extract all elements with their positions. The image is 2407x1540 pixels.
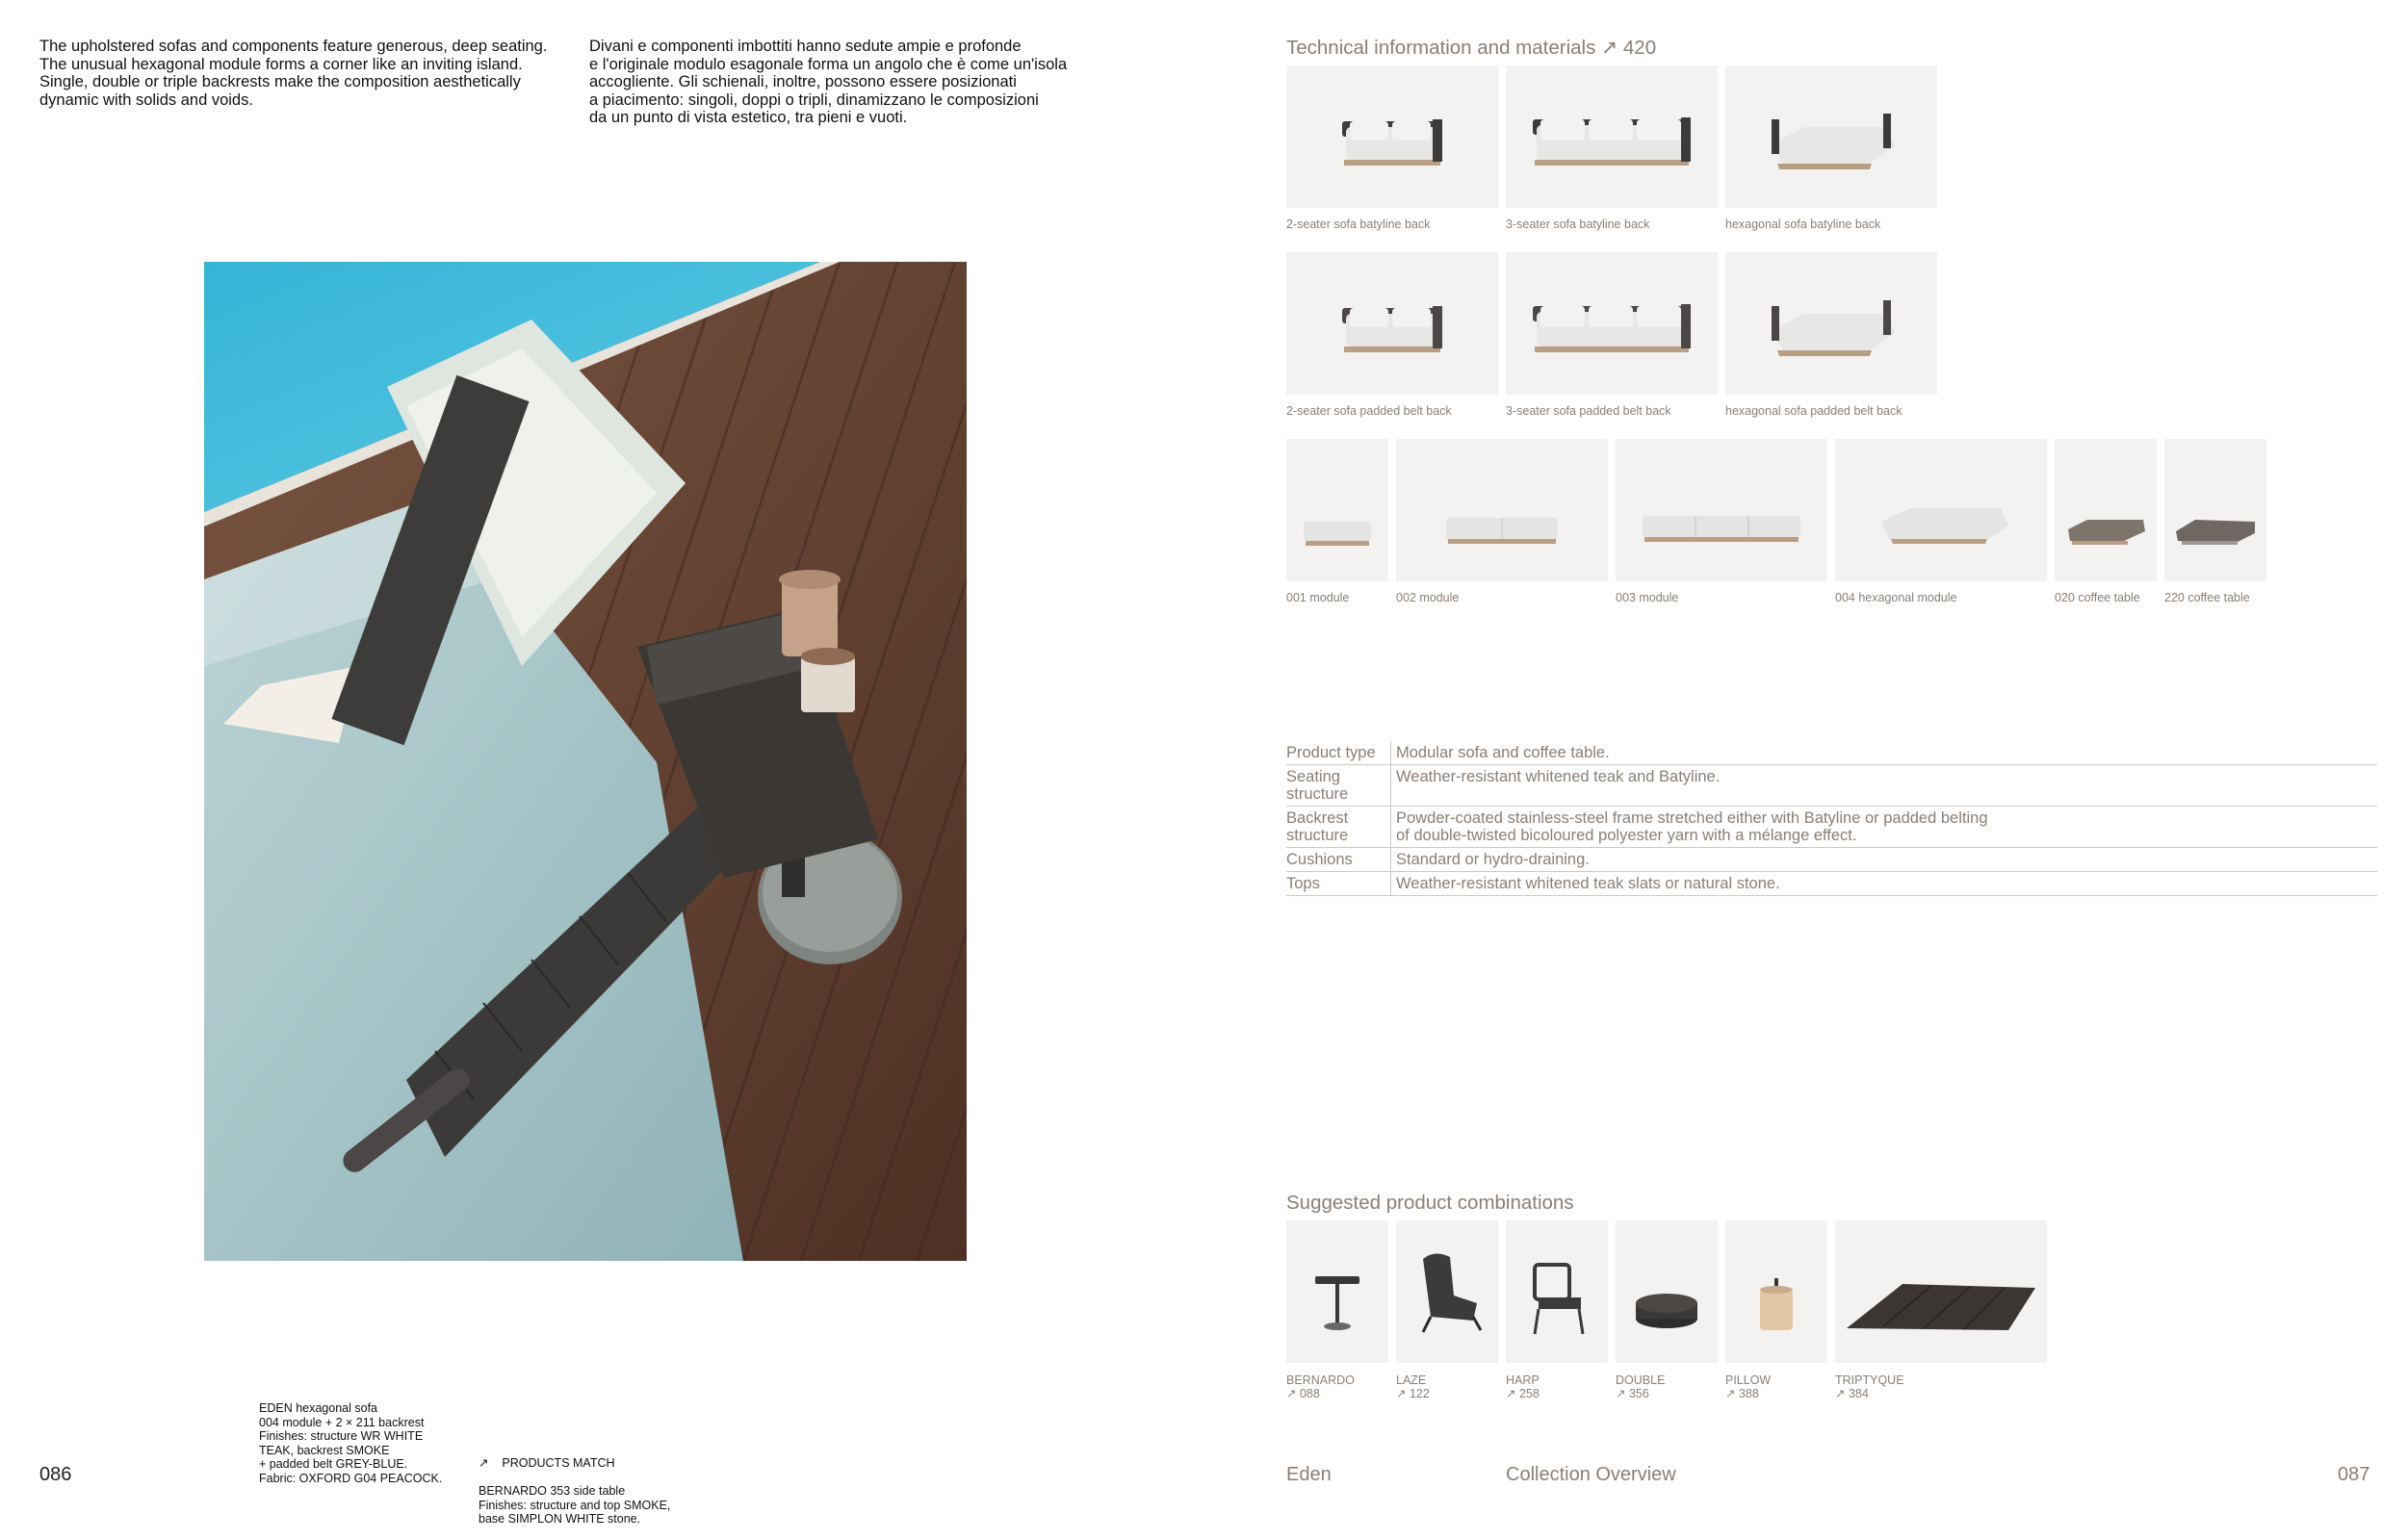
combo-name: PILLOW	[1725, 1373, 1772, 1387]
thumb-label: 020 coffee table	[2055, 591, 2140, 604]
combo-name: HARP	[1506, 1373, 1540, 1387]
combo-harp-image	[1506, 1220, 1608, 1363]
thumb-3-seater-batyline	[1506, 65, 1718, 208]
thumb-hexagonal-padded	[1725, 252, 1937, 395]
thumb-label: 002 module	[1396, 591, 1460, 604]
thumb-220-coffee-table	[2164, 439, 2266, 581]
footer-section: Collection Overview	[1506, 1464, 1676, 1485]
combo-bernardo-image	[1286, 1220, 1388, 1363]
products-match-title: PRODUCTS MATCH	[502, 1456, 615, 1470]
main-photo	[204, 262, 967, 1261]
combo-ref: ↗ 258	[1506, 1387, 1540, 1400]
spec-key: Cushions	[1286, 848, 1391, 872]
table-row	[1286, 765, 2377, 807]
thumb-3-seater-padded	[1506, 252, 1718, 395]
combo-ref: ↗ 388	[1725, 1387, 1759, 1400]
spec-value: Modular sofa and coffee table.	[1391, 741, 2378, 765]
spec-value: Weather-resistant whitened teak slats or natural stone.	[1391, 872, 2378, 896]
combo-ref: ↗ 356	[1616, 1387, 1649, 1400]
thumb-2-seater-batyline	[1286, 65, 1498, 208]
products-match-block	[479, 1428, 729, 1540]
thumb-label: 003 module	[1616, 591, 1679, 604]
spec-key: Tops	[1286, 872, 1391, 896]
photo-caption: EDEN hexagonal sofa 004 module + 2 × 211 backrest Finishes: structure WR WHITE TEAK, backrest SMOKE + padded belt GREY-BLUE. Fabric: OXFORD G04 PEACOCK.	[259, 1401, 443, 1485]
combo-ref: ↗ 122	[1396, 1387, 1430, 1400]
combo-ref: ↗ 384	[1835, 1387, 1869, 1400]
table-row	[1286, 872, 2377, 896]
products-match-body: BERNARDO 353 side table Finishes: structure and top SMOKE, base SIMPLON WHITE stone.	[479, 1484, 671, 1526]
intro-text-italian: Divani e componenti imbottiti hanno sedute ampie e profonde e l'originale modulo esagonale forma un angolo che è come un'isola accogliente. Gli schienali, inoltre, possono essere posizionati a piacimento: singoli, doppi o tripli, dinamizzano le composizioni da un punto di vista estetico, tra pieni e vuoti.	[589, 38, 1068, 126]
combo-ref: ↗ 088	[1286, 1387, 1320, 1400]
table-row	[1286, 848, 2377, 872]
thumb-002-module	[1396, 439, 1608, 581]
combo-pillow-image	[1725, 1220, 1827, 1363]
combo-name: DOUBLE	[1616, 1373, 1666, 1387]
combo-name: BERNARDO	[1286, 1373, 1355, 1387]
thumb-2-seater-padded	[1286, 252, 1498, 395]
products-match-heading	[479, 1443, 729, 1471]
thumb-label: hexagonal sofa batyline back	[1725, 218, 1881, 231]
combo-label-harp	[1506, 1373, 1540, 1400]
combo-label-pillow	[1725, 1373, 1771, 1400]
page-number-right: 087	[2338, 1464, 2370, 1485]
thumb-004-hexagonal-module	[1835, 439, 2047, 581]
combo-label-double	[1616, 1373, 1665, 1400]
thumb-001-module	[1286, 439, 1388, 581]
thumb-hexagonal-batyline	[1725, 65, 1937, 208]
combo-name: LAZE	[1396, 1373, 1427, 1387]
spec-value: Standard or hydro-draining.	[1391, 848, 2378, 872]
intro-text-english: The upholstered sofas and components feature generous, deep seating. The unusual hexagonal module forms a corner like an inviting island. Single, double or triple backrests make the composition aesthetically dynamic with solids and voids.	[39, 38, 548, 109]
thumb-label: 220 coffee table	[2164, 591, 2250, 604]
combo-laze-image	[1396, 1220, 1498, 1363]
specs-table	[1286, 741, 2377, 896]
combo-name: TRIPTYQUE	[1835, 1373, 1904, 1387]
footer-collection: Eden	[1286, 1464, 1332, 1485]
combo-label-laze	[1396, 1373, 1430, 1400]
combo-label-bernardo	[1286, 1373, 1355, 1400]
spec-value: Weather-resistant whitened teak and Batyline.	[1391, 765, 2378, 807]
thumb-label: 3-seater sofa batyline back	[1506, 218, 1650, 231]
thumb-label: 001 module	[1286, 591, 1350, 604]
thumb-label: 3-seater sofa padded belt back	[1506, 404, 1671, 418]
combo-triptyque-image	[1835, 1220, 2047, 1363]
page-number-left: 086	[39, 1464, 72, 1485]
thumb-label: 2-seater sofa padded belt back	[1286, 404, 1452, 418]
arrow-icon: ↗	[479, 1456, 489, 1470]
combo-double-image	[1616, 1220, 1718, 1363]
thumb-label: 2-seater sofa batyline back	[1286, 218, 1431, 231]
table-row	[1286, 807, 2377, 848]
thumb-020-coffee-table	[2055, 439, 2157, 581]
thumb-003-module	[1616, 439, 1827, 581]
thumb-label: 004 hexagonal module	[1835, 591, 1957, 604]
combos-title: Suggested product combinations	[1286, 1192, 1574, 1214]
spec-value: Powder-coated stainless-steel frame stretched either with Batyline or padded belting of double-twisted bicoloured polyester yarn with a mélange effect.	[1391, 807, 2378, 848]
spec-key: Product type	[1286, 741, 1391, 765]
tech-info-title: Technical information and materials ↗ 420	[1286, 37, 1657, 59]
combo-label-triptyque	[1835, 1373, 1904, 1400]
spec-key: Seating structure	[1286, 765, 1391, 807]
thumb-label: hexagonal sofa padded belt back	[1725, 404, 1902, 418]
table-row	[1286, 741, 2377, 765]
spec-key: Backrest structure	[1286, 807, 1391, 848]
